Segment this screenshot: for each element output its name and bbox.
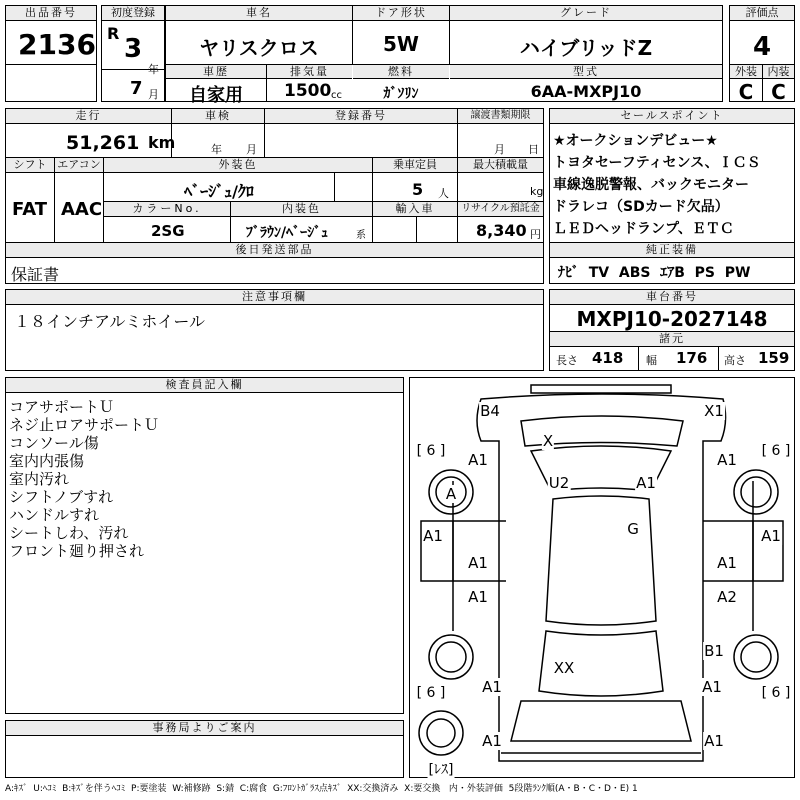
rear-left-wheel-inner [436,642,466,672]
transfer-day-unit: 日 [528,143,539,156]
inspector-line-3: コンソール傷 [9,434,99,452]
height: 159 [758,349,790,367]
door-type: 5W [383,32,419,56]
reg-no-label: 登録番号 [265,109,457,124]
inspection-year-unit: 年 [211,143,222,156]
tire-label-4: [ 6 ] [761,685,791,701]
capacity: 5 [412,180,424,199]
int-grade-label: 内装 [763,65,794,79]
length-label: 長さ [556,354,578,367]
displacement-label: 排気量 [267,65,352,79]
tire-label-1: [ 6 ] [416,443,446,459]
int-color-label: 内装色 [231,202,372,217]
damage-mark-3: X [542,432,554,450]
damage-mark-4: A1 [468,451,488,469]
max-load-unit: kg [530,185,544,198]
first-reg-month-unit: 月 [148,88,159,101]
sales-point-3: 車線逸脱警報、バックモニター [553,177,749,193]
first-reg-era: R [107,24,120,43]
score-label: 評価点 [730,6,794,21]
damage-mark-6: U2 [548,474,570,492]
displacement: 1500 [284,81,332,101]
fuel: ｶﾞｿﾘﾝ [383,86,419,102]
inspector-label: 検査員記入欄 [6,378,403,393]
mileage-label: 走行 [6,109,171,124]
damage-mark-18: A1 [482,678,502,696]
int-grade: C [771,80,786,104]
damage-mark-16: B1 [704,642,724,660]
lot-box [5,5,97,102]
dims-label: 諸元 [550,331,794,347]
inspection-label: 車検 [172,109,264,124]
damage-mark-15: A2 [717,588,737,606]
damage-mark-20: A1 [482,732,502,750]
ext-color-label: 外装色 [104,158,372,173]
inspector-line-2: ネジ止ロアサポートＵ [9,416,160,434]
damage-mark-14: A1 [468,588,488,606]
body-outline [477,394,726,761]
sales-point-1: ★オークションデビュー★ [553,133,718,149]
tail [511,701,691,741]
damage-mark-17: XX [553,659,575,677]
later-parts-label: 後日発送部品 [6,243,543,258]
chassis-box [549,289,795,371]
first-reg-box [101,5,165,102]
grade-label: グレード [450,6,722,21]
sales-point-5: ＬＥＤヘッドランプ、ＥＴＣ [553,221,734,237]
later-parts: 保証書 [11,265,60,284]
inspection-month-unit: 月 [246,143,257,156]
inspector-line-4: 室内内張傷 [9,452,85,470]
notes-label: 注意事項欄 [6,290,543,305]
score-box [729,5,795,102]
damage-mark-5: A1 [717,451,737,469]
history-label: 車歴 [166,65,266,79]
first-reg-month: 7 [130,78,143,99]
office-box [5,720,404,778]
front-right-wheel-inner [741,477,771,507]
recycle: 8,340 [476,221,527,240]
inspector-line-5: 室内汚れ [9,470,70,488]
displacement-unit: cc [331,90,342,101]
rear-right-wheel-inner [741,642,771,672]
max-load-label: 最大積載量 [458,158,543,173]
tire-label-5: [ﾚｽ] [428,759,455,779]
damage-mark-19: A1 [702,678,722,696]
damage-mark-10: A1 [423,527,443,545]
office-label: 事務局よりご案内 [6,721,403,736]
tire-label-3: [ 6 ] [416,685,446,701]
aircon-label: エアコン [55,158,103,173]
grade: ハイブリッドZ [519,36,653,60]
spec-box [5,108,544,243]
capacity-label: 乗車定員 [373,158,457,173]
lot-label: 出品番号 [6,6,96,21]
spare-wheel [419,711,463,755]
ext-grade: C [738,80,754,104]
equipment-box [549,242,795,284]
chassis-number: MXPJ10-2027148 [576,307,768,331]
length: 418 [592,349,624,367]
aircon: AAC [61,199,103,220]
inspector-line-9: フロント廻り押され [9,542,145,560]
history: 自家用 [189,85,243,106]
damage-mark-7: A1 [636,474,656,492]
tire-label-2: [ 6 ] [761,443,791,459]
mileage: 51,261 [66,132,140,154]
import-label: 輸入車 [373,202,457,217]
sales-points-box [549,108,795,243]
height-label: 高さ [724,354,746,367]
int-color-suffix: 系 [356,230,366,241]
door-label: ドア形状 [353,6,449,21]
inspector-line-7: ハンドルすれ [9,506,100,524]
notes-box [5,289,544,371]
car-diagram-box [409,377,795,778]
roof [546,496,656,625]
sales-point-4: ドラレコ（SDカード欠品） [553,199,729,215]
recycle-label: リサイクル預託金 [458,202,543,217]
damage-mark-21: A1 [704,732,724,750]
damage-mark-2: X1 [704,402,724,420]
inspector-line-6: シフトノブすれ [9,488,114,506]
color-no: 2SG [151,222,185,240]
inspector-box [5,377,404,714]
width: 176 [676,349,708,367]
capacity-unit: 人 [438,187,449,200]
shift: FAT [12,199,48,220]
car-diagram [410,378,794,777]
damage-mark-13: A1 [717,554,737,572]
damage-mark-1: B4 [480,402,500,420]
spare-wheel-inner [427,719,455,747]
car-name-label: 車名 [166,6,352,21]
model-code: 6AA-MXPJ10 [530,82,642,101]
score: 4 [752,32,772,62]
lot-number: 2136 [18,28,96,61]
equipment-label: 純正装備 [550,243,794,258]
chassis-label: 車台番号 [550,290,794,305]
recycle-unit: 円 [530,228,541,241]
ext-color: ﾍﾞｰｼﾞｭ/ｸﾛ [184,182,254,201]
transfer-month-unit: 月 [494,143,505,156]
transfer-label: 譲渡書類期限 [458,109,543,124]
int-color: ﾌﾞﾗｳﾝ/ﾍﾞｰｼﾞｭ [246,225,329,241]
model-label: 型式 [450,65,722,79]
car-info-box [165,5,723,106]
color-no-label: カラーNo. [104,202,230,217]
first-reg-label: 初度登録 [102,6,164,21]
sales-points-label: セールスポイント [550,109,794,124]
damage-mark-9: G [627,520,639,538]
damage-mark-11: A1 [761,527,781,545]
mileage-unit: km [148,133,176,152]
inspector-line-1: コアサポートＵ [9,398,115,416]
damage-mark-8: A [445,485,457,503]
later-parts-box [5,242,544,284]
fuel-label: 燃料 [353,65,449,79]
legend: A:ｷｽﾞ U:ﾍｺﾐ B:ｷｽﾞを伴うﾍｺﾐ P:要塗装 W:補修跡 S:錆 C:腐食 G:ﾌﾛﾝﾄｶﾞﾗｽ点ｷｽﾞ XX:交換済み X:要交換 内・外装評価 5段階ﾗﾝｸ順(A・B・C・D・E) 1 [5,784,638,794]
first-reg-year: 3 [124,34,143,64]
width-label: 幅 [646,354,657,367]
ext-grade-label: 外装 [730,65,762,79]
car-name: ヤリスクロス [199,36,319,60]
inspector-line-8: シートしわ、汚れ [9,524,129,542]
first-reg-year-unit: 年 [148,63,159,76]
notes: １８インチアルミホイール [14,312,206,331]
front-bumper [531,385,671,393]
sales-point-2: トヨタセーフティセンス、ＩＣＳ [553,155,761,171]
damage-mark-12: A1 [468,554,488,572]
shift-label: シフト [6,158,54,173]
equipment: ﾅﾋﾞ TV ABS ｴｱB PS PW [558,265,751,281]
